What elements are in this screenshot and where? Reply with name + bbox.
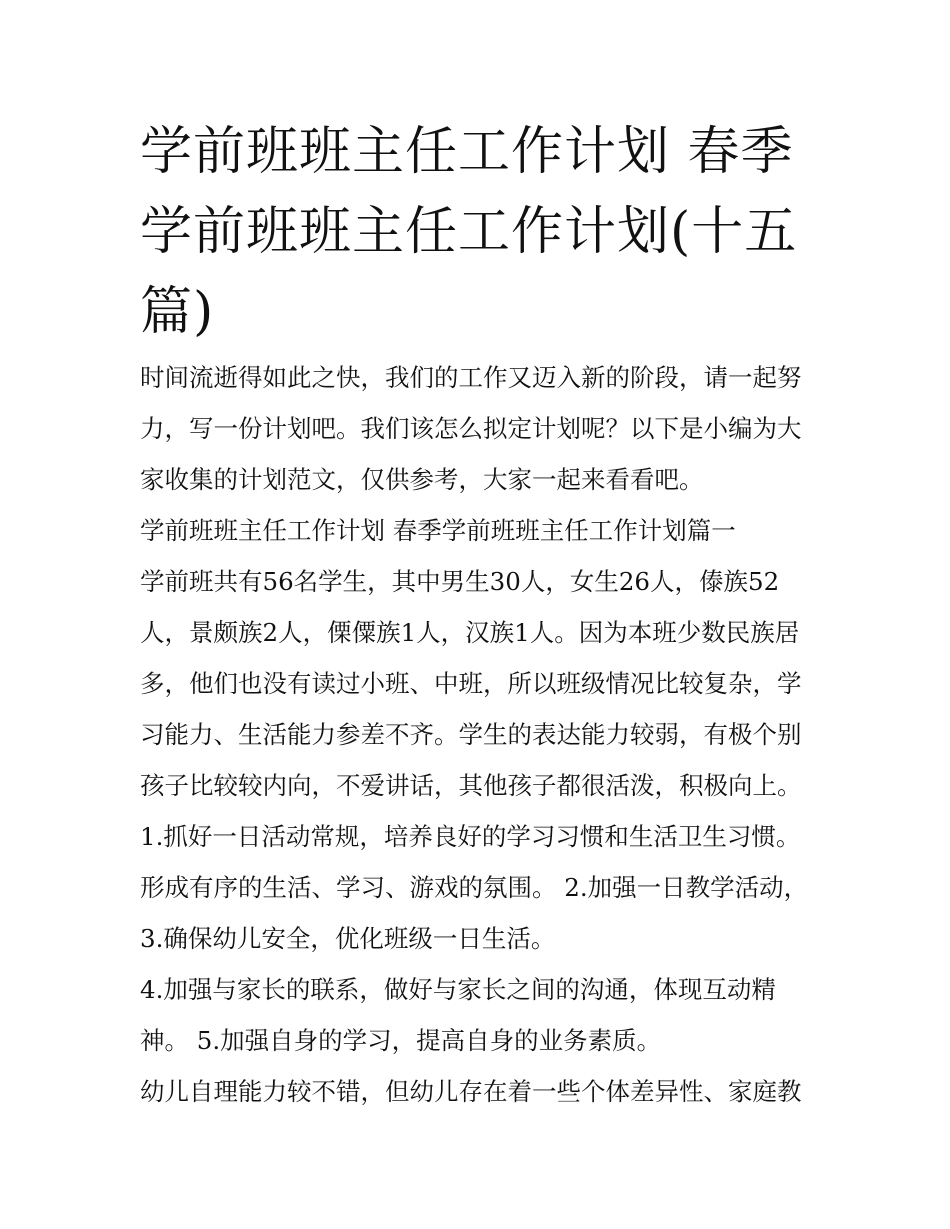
paragraph-class-overview: 学前班共有56名学生，其中男生30人，女生26人，傣族52人，景颇族2人，傈僳族1人，汉族1人。因为本班少数民族居多，他们也没有读过小班、中班，所以班级情况比较复杂，学习能力、生活能力参差不齐。学生的表达能力较弱，有极个别孩子比较较内向，不爱讲话，其他孩子都很活泼，积极向上。 xyxy=(140,567,802,800)
document-page xyxy=(140,112,820,1117)
paragraph-item-1-2: 1.抓好一日活动常规，培养良好的学习习惯和生活卫生习惯。形成有序的生活、学习、游戏的氛围。 2.加强一日教学活动， xyxy=(140,822,809,902)
paragraph-self-care: 幼儿自理能力较不错，但幼儿存在着一些个体差异性、家庭教 xyxy=(140,1077,802,1106)
paragraph-item-3: 3.确保幼儿安全，优化班级一日生活。 xyxy=(140,924,556,953)
paragraph-intro: 时间流逝得如此之快，我们的工作又迈入新的阶段，请一起努力，写一份计划吧。我们该怎么拟定计划呢？以下是小编为大家收集的计划范文，仅供参考，大家一起来看看吧。 xyxy=(140,363,802,494)
paragraph-item-4-5: 4.加强与家长的联系，做好与家长之间的沟通，体现互动精神。 5.加强自身的学习，提高自身的业务素质。 xyxy=(140,975,776,1055)
document-title: 学前班班主任工作计划 春季学前班班主任工作计划(十五篇) xyxy=(140,122,798,342)
paragraph-section-heading: 学前班班主任工作计划 春季学前班班主任工作计划篇一 xyxy=(140,516,736,545)
